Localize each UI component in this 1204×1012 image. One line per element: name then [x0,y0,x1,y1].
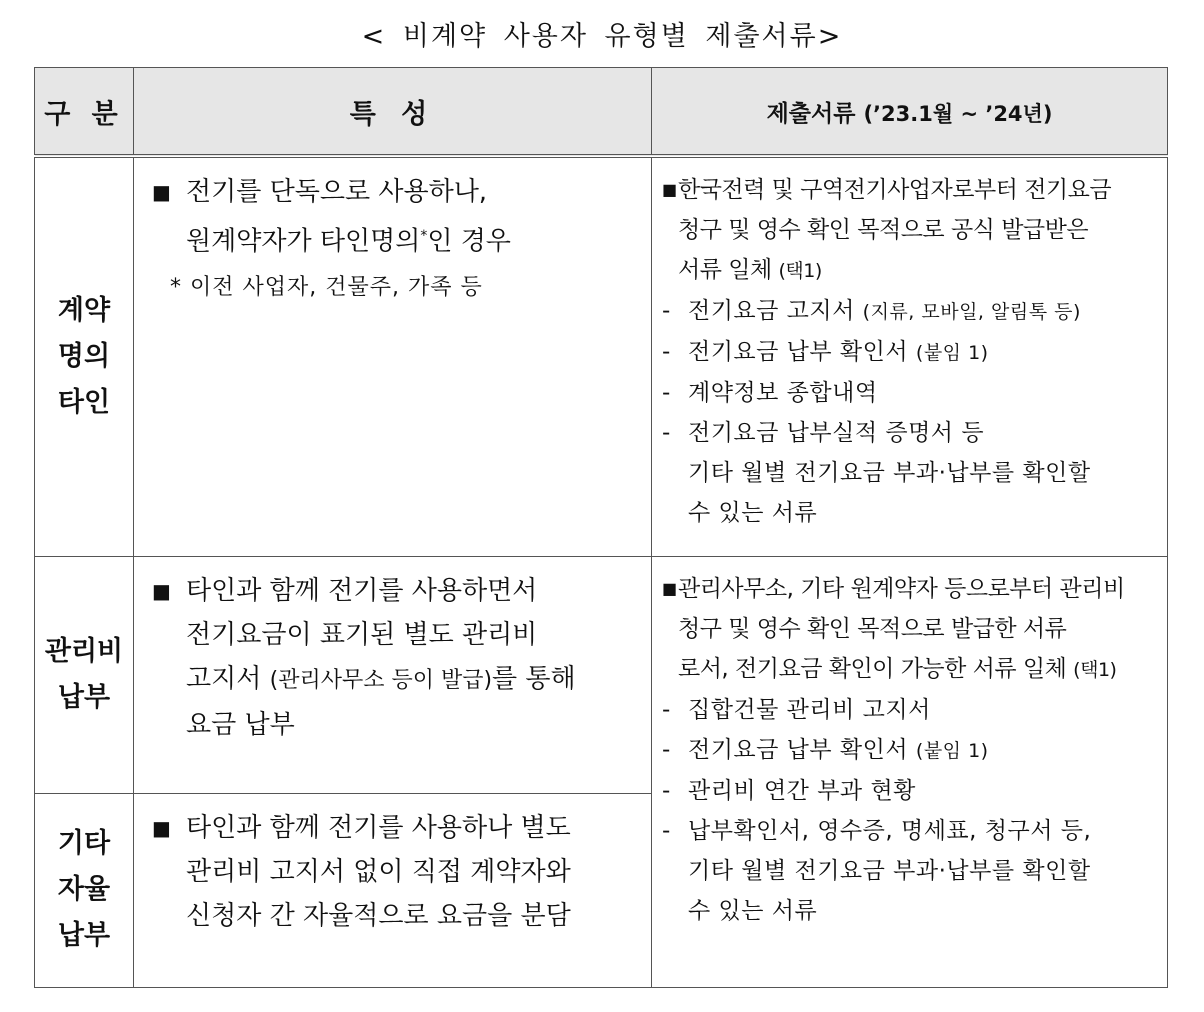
docs-tail-line: 수 있는 서류 [688,897,818,924]
docs-lead-line: 청구 및 영수 확인 목적으로 발급한 서류 [678,615,1067,642]
item-text: 전기요금 고지서 [688,298,855,324]
trait-cell [134,793,652,987]
list-item [662,332,1161,373]
trait-bullet-item [152,806,641,938]
dash-icon: - [662,380,671,406]
trait-line: 관리비 고지서 없이 직접 계약자와 [186,856,571,887]
dash-icon: - [662,420,671,446]
trait-text [186,806,571,938]
category-management-fee [35,556,134,793]
docs-lead-line [678,250,1111,291]
trait-line: 타인과 함께 전기를 사용하나 별도 [186,812,571,843]
list-item [662,730,1161,771]
docs-tail-line: 기타 월별 전기요금 부과·납부를 확인할 [688,857,1091,884]
item-suffix: (붙임 1) [915,739,989,762]
trait-cell [134,556,652,793]
page-title: < 비계약 사용자 유형별 제출서류> [361,21,843,52]
docs-lead-line: 관리사무소, 기타 원계약자 등으로부터 관리비 [678,575,1125,602]
docs-lead-line: 청구 및 영수 확인 목적으로 공식 발급받은 [678,217,1089,243]
trait-line: 전기요금이 표기된 별도 관리비 [186,619,538,650]
item-text: 전기요금 납부 확인서 [688,736,909,763]
item-text: 관리비 연간 부과 현황 [688,777,916,804]
list-item [662,690,1161,730]
footnote: * 이전 사업자, 건물주, 가족 등 [170,274,483,300]
docs-cell-shared [652,556,1168,987]
dash-icon: - [662,817,671,844]
dash-icon: - [662,696,671,723]
dash-icon: - [662,298,671,324]
item-text: 전기요금 납부 확인서 [688,339,909,365]
dash-icon: - [662,736,671,763]
trait-line: 전기를 단독으로 사용하나, [186,177,488,207]
table-row [35,556,1168,793]
trait-line: 신청자 간 자율적으로 요금을 분담 [186,900,571,931]
docs-lead-suffix: (택1) [1073,658,1117,681]
trait-fragment: 원계약자가 타인명의 [186,226,421,257]
trait-cell [134,156,652,556]
item-suffix: (붙임 1) [915,342,989,364]
header-category: 구 분 [35,68,134,157]
trait-fragment: 를 통해 [492,663,576,694]
docs-lead-suffix: (택1) [778,260,822,282]
trait-line [186,214,511,264]
square-bullet-icon: ■ [152,815,171,840]
docs-lead-fragment: 서류 일체 [678,257,772,283]
category-line: 자율 [57,874,111,905]
item-text: 전기요금 납부실적 증명서 등 [688,420,985,446]
docs-lead [662,170,1161,291]
trait-bullet-item [152,569,641,747]
trait-line: 요금 납부 [186,709,295,740]
square-bullet-icon: ■ [662,180,678,199]
trait-fragment: (관리사무소 등이 발급) [269,667,493,693]
dash-icon: - [662,339,671,365]
list-item-text [688,332,989,373]
category-line: 납부 [57,920,111,951]
square-bullet-icon: ■ [152,578,171,603]
category-other-self-payment [35,793,134,987]
docs-tail-line: 기타 월별 전기요금 부과·납부를 확인할 [688,460,1091,486]
trait-line: 타인과 함께 전기를 사용하면서 [186,575,538,606]
docs-lead-line [678,649,1125,690]
docs-lead [662,569,1161,690]
list-item [662,291,1161,332]
trait-bullet-item [152,170,641,264]
square-bullet-icon: ■ [152,180,171,204]
trait-fragment: 인 경우 [427,226,511,257]
table-header-row [35,68,1168,157]
item-suffix: (지류, 모바일, 알림톡 등) [862,301,1081,323]
list-item-text [688,291,1081,332]
submission-documents-table [34,67,1168,988]
dash-icon: - [662,777,671,804]
docs-tail-line: 수 있는 서류 [688,500,818,526]
header-docs-main: 제출서류 [766,100,856,127]
header-traits: 특 성 [134,68,652,157]
footnote-mark: * [420,228,428,244]
docs-lead-text [678,569,1125,690]
list-item [662,373,1161,413]
header-docs-period: (’23.1월 ~ ’24년) [863,101,1053,126]
list-item [662,811,1161,851]
category-line: 명의 [57,340,111,372]
list-item [662,771,1161,811]
table-row [35,156,1168,556]
category-line: 기타 [57,828,111,859]
square-bullet-icon: ■ [662,578,678,598]
item-text: 계약정보 종합내역 [688,380,878,406]
docs-lead-text [678,170,1111,291]
docs-cell-contract [652,156,1168,556]
list-item-text [688,730,989,771]
trait-line [186,657,576,703]
docs-lead-line: 한국전력 및 구역전기사업자로부터 전기요금 [678,177,1112,203]
category-line: 납부 [57,681,111,713]
item-text: 집합건물 관리비 고지서 [688,696,931,723]
category-contract-other-name [35,156,134,556]
item-text: 납부확인서, 영수증, 명세표, 청구서 등, [688,817,1092,844]
header-docs [652,68,1168,157]
category-line: 관리비 [44,635,124,667]
list-item [662,413,1161,453]
trait-fragment: 고지서 [186,663,262,694]
docs-lead-fragment: 로서, 전기요금 확인이 가능한 서류 일체 [678,655,1067,682]
category-line: 계약 [57,294,111,326]
category-line: 타인 [57,386,111,418]
trait-text [186,569,576,747]
trait-text [186,170,511,264]
